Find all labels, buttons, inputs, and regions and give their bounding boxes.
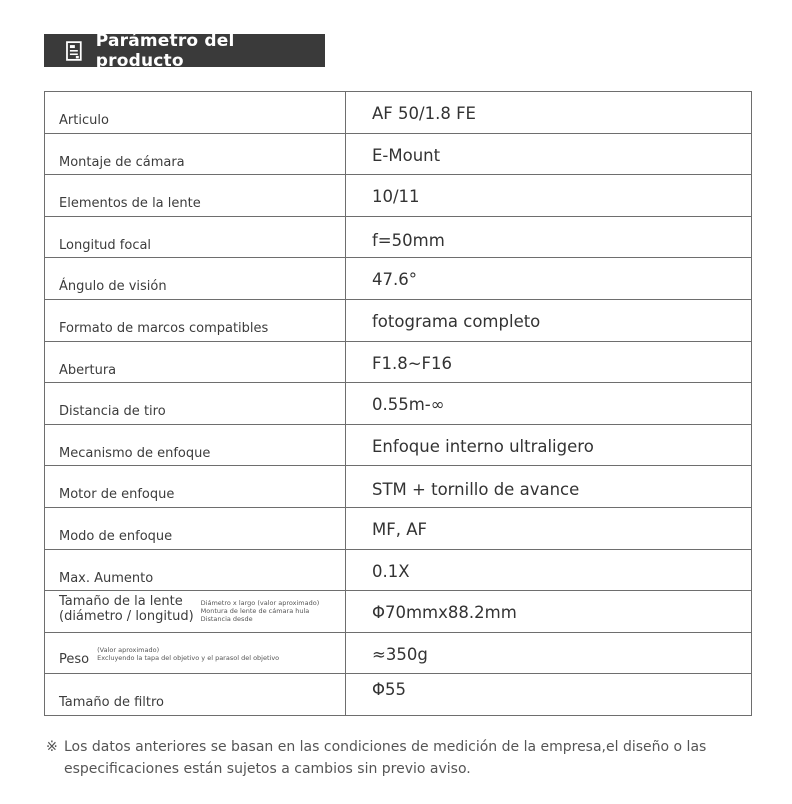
row-label: Articulo	[59, 113, 109, 128]
row-value: STM + tornillo de avance	[372, 480, 580, 500]
row-label: Montaje de cámara	[59, 154, 185, 170]
row-label: Motor de enfoque	[59, 487, 175, 503]
row-value: Enfoque interno ultraligero	[372, 436, 594, 456]
weight-value: ≈350g	[372, 644, 428, 664]
row-label: Abertura	[59, 362, 117, 378]
table-row	[45, 133, 752, 175]
row-value: MF, AF	[372, 519, 427, 539]
row-label: Distancia de tiro	[59, 404, 166, 420]
table-row	[45, 175, 752, 217]
row-value: 47.6°	[372, 270, 417, 290]
table-row	[45, 424, 752, 466]
row-label: Formato de marcos compatibles	[59, 320, 269, 336]
footnote-line: Los datos anteriores se basan en las condiciones de medición de la empresa,el diseño o las	[64, 739, 707, 755]
row-value: f=50mm	[372, 230, 445, 250]
table-row	[45, 299, 752, 341]
lens-size-value: Φ70mmx88.2mm	[372, 603, 517, 623]
row-value: 10/11	[372, 187, 420, 207]
section-header	[44, 30, 325, 71]
table-row	[45, 216, 752, 258]
footnote-line: especificaciones están sujetos a cambios sin previo aviso.	[64, 761, 471, 777]
lens-size-note: Diámetro x largo (valor aproximado)	[200, 599, 320, 608]
row-label: Elementos de la lente	[59, 196, 201, 212]
table-row-lens-size	[45, 591, 752, 633]
table-row	[45, 341, 752, 383]
document-icon	[66, 41, 82, 61]
row-label: Modo de enfoque	[59, 528, 173, 544]
lens-size-sublabel: (diámetro / longitud)	[59, 609, 194, 625]
row-value: 0.55m-∞	[372, 395, 445, 415]
filter-label: Tamaño de filtro	[59, 695, 165, 711]
table-row	[45, 466, 752, 508]
table-row	[45, 92, 752, 134]
table-row	[45, 507, 752, 549]
table-row	[45, 383, 752, 425]
table-row-weight	[45, 632, 752, 674]
row-value: 0.1X	[372, 561, 410, 581]
weight-note: (Valor aproximado)	[97, 645, 160, 654]
lens-size-note: Montura de lente de cámara hula	[200, 607, 310, 616]
row-label: Max. Aumento	[59, 570, 154, 586]
row-value: AF 50/1.8 FE	[372, 104, 476, 123]
reference-mark-icon: ※	[46, 739, 58, 755]
table-row-filter	[45, 674, 752, 716]
filter-value: Φ55	[372, 680, 406, 700]
table-row	[45, 549, 752, 591]
row-label: Mecanismo de enfoque	[59, 445, 211, 461]
footnote	[46, 736, 736, 780]
row-label: Ángulo de visión	[59, 279, 167, 295]
lens-size-label: Tamaño de la lente	[59, 594, 183, 610]
row-value: E-Mount	[372, 145, 441, 165]
row-value: fotograma completo	[372, 311, 541, 331]
lens-size-note: Distancia desde	[200, 615, 253, 624]
row-label: Longitud focal	[59, 237, 152, 253]
row-value: F1.8~F16	[372, 353, 453, 373]
section-title: Parámetro del producto	[95, 30, 235, 71]
table-row	[45, 258, 752, 300]
weight-note: Excluyendo la tapa del objetivo y el parasol del objetivo	[97, 653, 280, 662]
weight-label: Peso	[59, 651, 90, 667]
spec-table	[44, 91, 752, 716]
